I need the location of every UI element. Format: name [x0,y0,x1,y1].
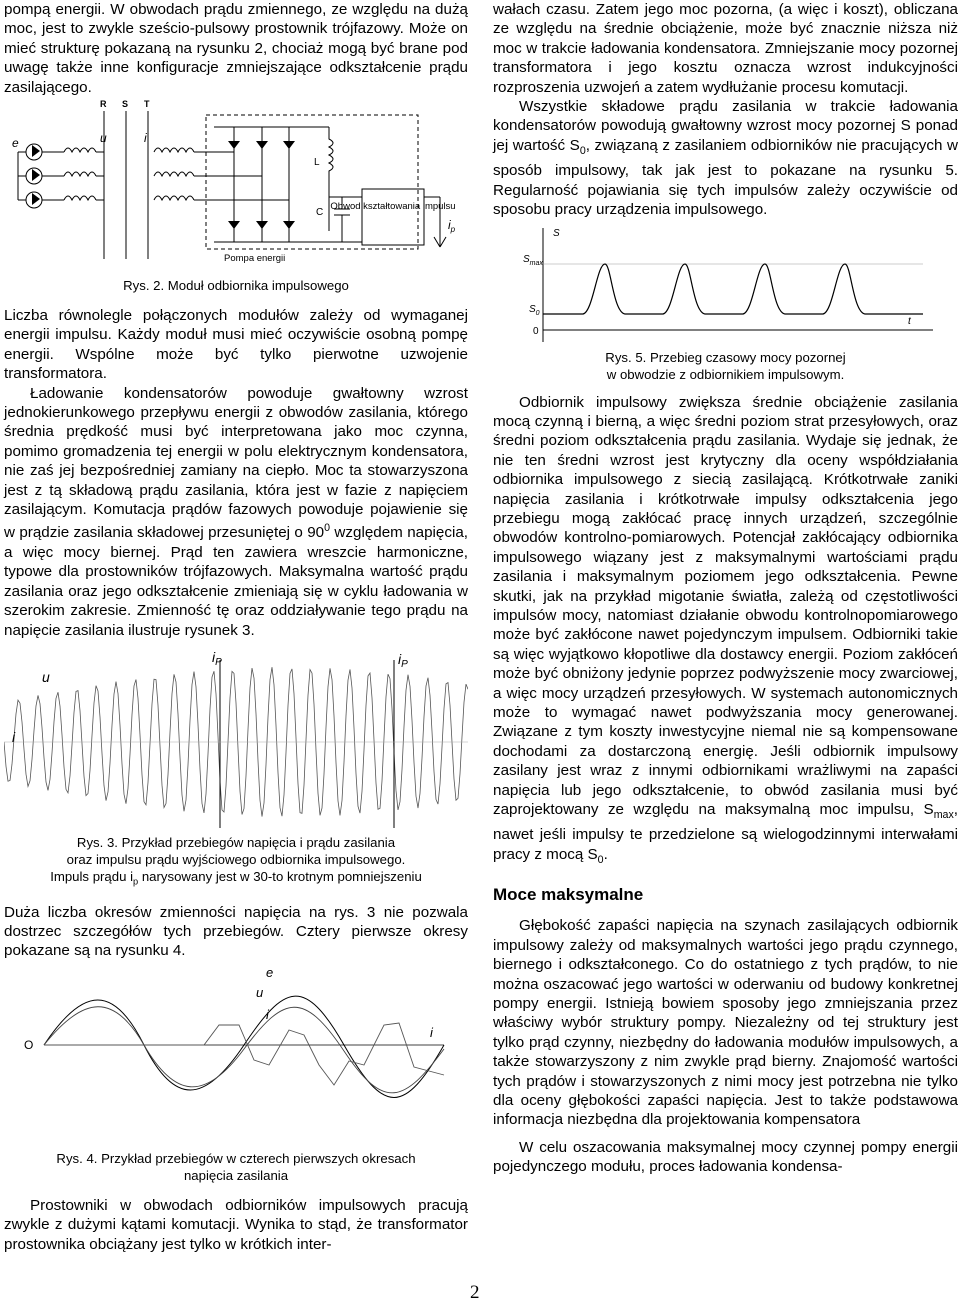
label-s0 [529,304,540,317]
label-ip [448,218,456,234]
figure-4-waveforms [4,965,468,1140]
label-ip-sub: P [215,656,222,668]
figure-4-caption [4,1150,468,1184]
paragraph: Prostowniki w obwodach odbiorników impulsowych pracują zwykle z dużymi kątami komutacji. Wynika to stąd, że transformator prostownika obciążany jest tylko w krótkich inter- [4,1196,468,1253]
label-ip-sub: P [401,658,408,670]
paragraph: Duża liczba okresów zmienności napięcia na rys. 3 nie pozwala dostrzec szczegółów tych przebiegów. Cztery pierwsze okresy pokazane są na rysunku 4. [4,903,468,960]
text-run: Wszystkie składowe prądu zasilania w trakcie ładowania kondensatorów powodują gwałtowny wzrost mocy pozornej S ponad jej wartość S [493,98,958,154]
box-label-text: Obwod kształtowania impulsu [330,201,456,212]
figure-2-circuit [4,97,468,267]
phase-label: S [122,99,129,109]
label-C: C [316,207,324,218]
caption-line: oraz impulsu prądu wyjściowego odbiornika impulsowego. [66,851,406,867]
figure-5-power-plot [493,224,958,349]
label-o: O [24,1037,34,1052]
label-ip [398,651,408,670]
paragraph: W celu oszacowania maksymalnej mocy czynnej pompy energii pojedynczego modułu, proces ładowania kondensa- [493,1138,958,1176]
label-ip-i: i [398,650,402,667]
label-smax-s: S [523,253,530,265]
right-column [493,0,958,1177]
section-heading: Moce maksymalne [493,885,644,905]
pump-label: Pompa energii [224,253,286,264]
label-ip-i: i [448,218,451,232]
figure-3-caption [4,834,468,891]
label-s0-s: S [529,303,536,315]
phase-label: R [100,99,107,109]
label-smax [523,254,543,267]
text-run: . [603,845,608,863]
text-run: , związaną z zasilaniem odbiorników nie pracujących w sposób impulsowy, tak jak jest to pokazane na rysunku 5. Regularność pojawiania się tych impulsów zależy oczywiście od sposobu pracy urządzenia impulsowego. [493,136,958,219]
subscript: max [933,809,954,822]
power-curve [543,264,923,314]
text-run: względem napięcia, a więc mocy biernej. Prąd ten zawiera wreszcie harmoniczne, typowe dla prostowników trójfazowych. Maksymalna wartość prądu zasilania oraz jego odkształcenie zmieniają się w cyklu ładowania w szerokim zakresie. Zmienność tę oraz oddziaływanie tego prądu na napięcie zasilania ilustruje rysunek 3. [4,524,468,639]
box-label [330,201,455,212]
caption-line: Impuls prądu i [50,868,134,884]
text-run: , nawet jeśli impulsy te przedzielone są wielogodzinnymi interwałami pracy z mocą S [493,801,958,863]
paragraph [4,384,468,640]
page-number: 2 [470,1282,480,1303]
caption-line: Rys. 5. Przebieg czasowy mocy pozornej [605,349,846,365]
label-ip-i: i [212,649,216,665]
caption-line: w obwodzie z odbiornikiem impulsowym. [606,366,845,382]
figure-5-caption [493,349,958,383]
label-i: i [266,1006,269,1022]
label-e: e [266,964,274,980]
label-i: i [144,131,147,145]
label-u: u [42,668,50,685]
subscript: 0 [597,853,604,866]
figure-2-caption: Rys. 2. Moduł odbiornika impulsowego [123,278,349,293]
caption-line: napięcia zasilania [183,1167,289,1183]
paragraph [493,393,958,871]
subscript: 0 [579,144,586,157]
label-e: e [12,136,19,150]
label-smax-sub: max [529,259,543,267]
label-zero: 0 [533,325,539,337]
label-i: i [12,728,16,745]
label-u: u [256,984,264,1000]
caption-line: narysowany jest w 30-to krotnym pomniejszeniu [138,868,422,884]
paragraph: Głębokość zapaści napięcia na szynach zasilających odbiornik impulsowy zależy od maksymalnych wartości jego prądu czynnego, biernego i odkształconego. Co do ostatniego z tych prądów, to nie można oszacować jego wartości w oderwaniu od budowy konkretnej pompy energii. Istnieją bowiem sposoby jego zmniejszania przez właściwy wybór struktury pompy. Niezależny od tej struktury jest tylko prąd czynny, niezbędny do ładowania modułów impulsowych, a także stowarzyszony z nim zwykle prąd bierny. Znajomość wartości tych prądów i stowarzyszonych z nimi mocy jest potrzebna nie tylko dla oceny głębokości zapaści napięcia. Jest to także podstawowa informacja niezbędna dla projektowania kompensatora [493,917,958,1129]
paragraph [493,97,958,219]
paragraph: Liczba równolegle połączonych modułów zależy od wymaganej energii impulsu. Każdy moduł musi mieć oczywiście osobną pompę energii. Wspólne może być tylko pierwotne uzwojenie transformatora. [4,307,468,383]
label-L: L [314,157,320,168]
text-run: Ładowanie kondensatorów powoduje gwałtowny wzrost jednokierunkowego przepływu energii z obwodów zasilania, którego średnia prędkość musi być interpretowana jako moc czynna, pomimo gromadzenia tej energii w polu elektrycznym kondensatora, nie zaś jej bezpośredniej zamiany na ciepło. Moc ta stowarzyszona jest z tą składową prądu zasilania, która jest w fazie z napięciem zasilającym. Komutacja prądów fazowych powoduje pojawienie się w prądzie zasilania składowej przesuniętej o 90 [4,384,468,542]
e-curve [44,996,444,1097]
label-i: i [430,1024,433,1040]
label-s0-sub: 0 [535,309,540,317]
caption-line: Rys. 3. Przykład przebiegów napięcia i prądu zasilania [76,834,396,850]
u-curve [44,1007,444,1093]
phase-label: T [144,99,150,109]
superscript: 0 [324,522,331,535]
paragraph: pompą energii. W obwodach prądu zmiennego, ze względu na dużą moc, jest to zwykle sześcio-pulsowy prostownik trójfazowy. Może on mieć strukturę pokazaną na rysunku 2, chociaż mogą być brane pod uwagę także inne konfiguracje zmniejszające odkształcenie prądu zasilającego. [4,1,468,96]
paragraph: wałach czasu. Zatem jego moc pozorna, (a więc i koszt), obliczana ze względu na średnie obciążenie, może być znacznie niższa niż moc w trakcie ładowania kondensatora. Zmniejszanie mocy pozornej transformatora i jego kosztu oznacza wzrost indukcyjności rozproszenia uzwojeń a zatem wydłużanie procesu komutacji. [493,1,958,96]
caption-line: Rys. 4. Przykład przebiegów w czterech pierwszych okresach [56,1150,416,1166]
left-column [4,0,468,1254]
label-s: S [553,227,560,239]
label-t: t [908,315,911,327]
label-ip [212,650,222,668]
label-u: u [100,131,107,145]
text-run: Odbiornik impulsowy zwiększa średnie obciążenie zasilania mocą czynną i bierną, a więc średni poziom strat przesyłowych, oraz średni poziom odkształcenia prądu zasilania. Wydaje się jednak, że nie ten średni wzrost jest krytyczny dla oceny współdziałania odbiornika impulsowego z siecią zasilającą. Krótkotrwałe zaniki napięcia zasilania i krótkotrwałe impulsy odkształcenia jego przebiegu mogą zakłócać pracę innych urządzeń, szczególnie obwodów kontrolno-pomiarowych. Potencjał zakłócający odbiornika impulsowego wiązany jest z maksymalnymi wartościami prądu zasilania i maksymalnym poziomem jego odkształcenia. Pewne skutki, jak na przykład migotanie światła, zależą od częstotliwości impulsów mocy, natomiast działanie obwodu kontrolnopomiarowego może być zakłócone nawet pojedynczym impulsem. Odbiorniki takie są więc wyjątkowo kłopotliwe dla dostawcy energii. Poziom zakłóceń może być obniżony jedynie poprzez podwyższenie mocy zwarciowej, a więc mocy urządzeń przesyłowych. W systemach autonomicznych może to wymagać nawet podwyższania mocy generowanej. Związane z tym koszty inwestycyjne niemal nie są kompensowane dochodami za dostarczoną energię. Jeśli odbiornik impulsowy zasilany jest wraz z innymi odbiornikami wrażliwymi na zapaści napięcia lub jego odkształcenie, to obwód zasilania musi być zaprojektowany ze względu na maksymalną moc impulsu, S [493,393,958,819]
subscript: p [133,876,139,887]
i-curve [44,1023,444,1085]
label-ip-sub: p [450,225,456,234]
figure-3-waveforms [4,650,468,830]
